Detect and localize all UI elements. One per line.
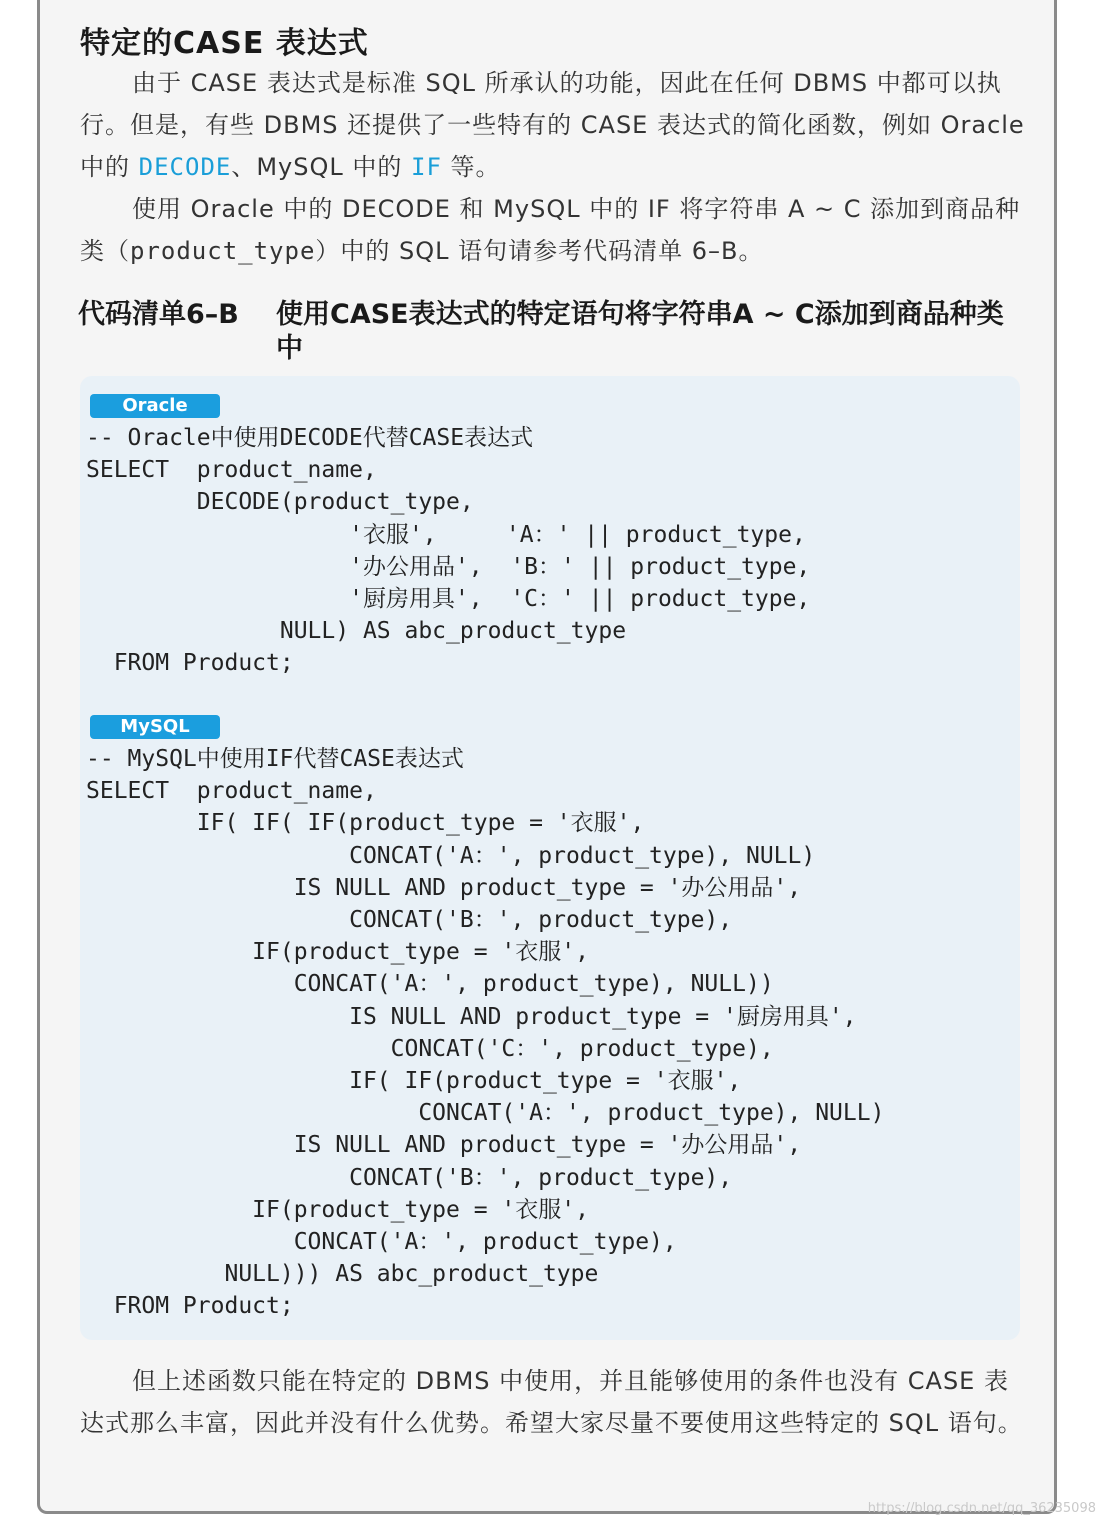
intro-text-2b: ）中的 SQL 语句请参考代码清单 6–B。: [315, 237, 764, 265]
listing-title: 使用CASE表达式的特定语句将字符串A ~ C添加到商品种类中: [276, 299, 1004, 364]
section-title: 特定的CASE 表达式: [80, 26, 369, 61]
if-keyword: IF: [411, 153, 442, 181]
intro-text-2a: 使用 Oracle 中的 DECODE 和 MySQL 中的 IF 将字符串 A ~ C 添加到商品种类（: [80, 195, 1021, 265]
intro-text-1b: 、MySQL 中的: [231, 153, 412, 181]
decode-keyword: DECODE: [138, 153, 232, 181]
product-type-term: product_type: [130, 237, 316, 265]
intro-paragraph-1: [80, 62, 1025, 188]
listing-number: 代码清单6–B: [78, 299, 239, 330]
outro-paragraph: 但上述函数只能在特定的 DBMS 中使用，并且能够使用的条件也没有 CASE 表达式那么丰富，因此并没有什么优势。希望大家尽量不要使用这些特定的 SQL 语句。: [80, 1367, 1023, 1437]
watermark: https://blog.csdn.net/qq_36235098: [867, 1501, 1096, 1516]
oracle-code: -- Oracle中使用DECODE代替CASE表达式 SELECT product_name, DECODE(product_type, '衣服', 'A：' || product_type, '办公用品', 'B：' || product_type, '厨房用具', 'C：' || product_type, NULL) AS abc_product_type FROM Product;: [86, 425, 811, 677]
intro-text-1c: 等。: [441, 153, 501, 181]
intro-paragraph-2: [80, 188, 1025, 272]
mysql-badge: MySQL: [90, 715, 220, 739]
intro-text-1a: 由于 CASE 表达式是标准 SQL 所承认的功能，因此在任何 DBMS 中都可以执行。但是，有些 DBMS 还提供了一些特有的 CASE 表达式的简化函数，例如 Oracle 中的: [80, 69, 1025, 181]
mysql-code: -- MySQL中使用IF代替CASE表达式 SELECT product_name, IF( IF( IF(product_type = '衣服', CONCAT('A：', product_type), NULL) IS NULL AND product_type = '办公用品', CONCAT('B：', product_type), IF(product_type = '衣服', CONCAT('A：', product_type), NULL)) IS NULL AND product_type = '厨房用具', CONCAT('C：', product_type), IF( IF(product_type = '衣服', CONCAT('A：', product_type), NULL) IS NULL AND product_type = '办公用品', CONCAT('B：', product_type), IF(product_type = '衣服', CONCAT('A：', product_type), NULL))) AS abc_product_type FROM Product;: [86, 746, 885, 1320]
oracle-badge: Oracle: [90, 394, 220, 418]
